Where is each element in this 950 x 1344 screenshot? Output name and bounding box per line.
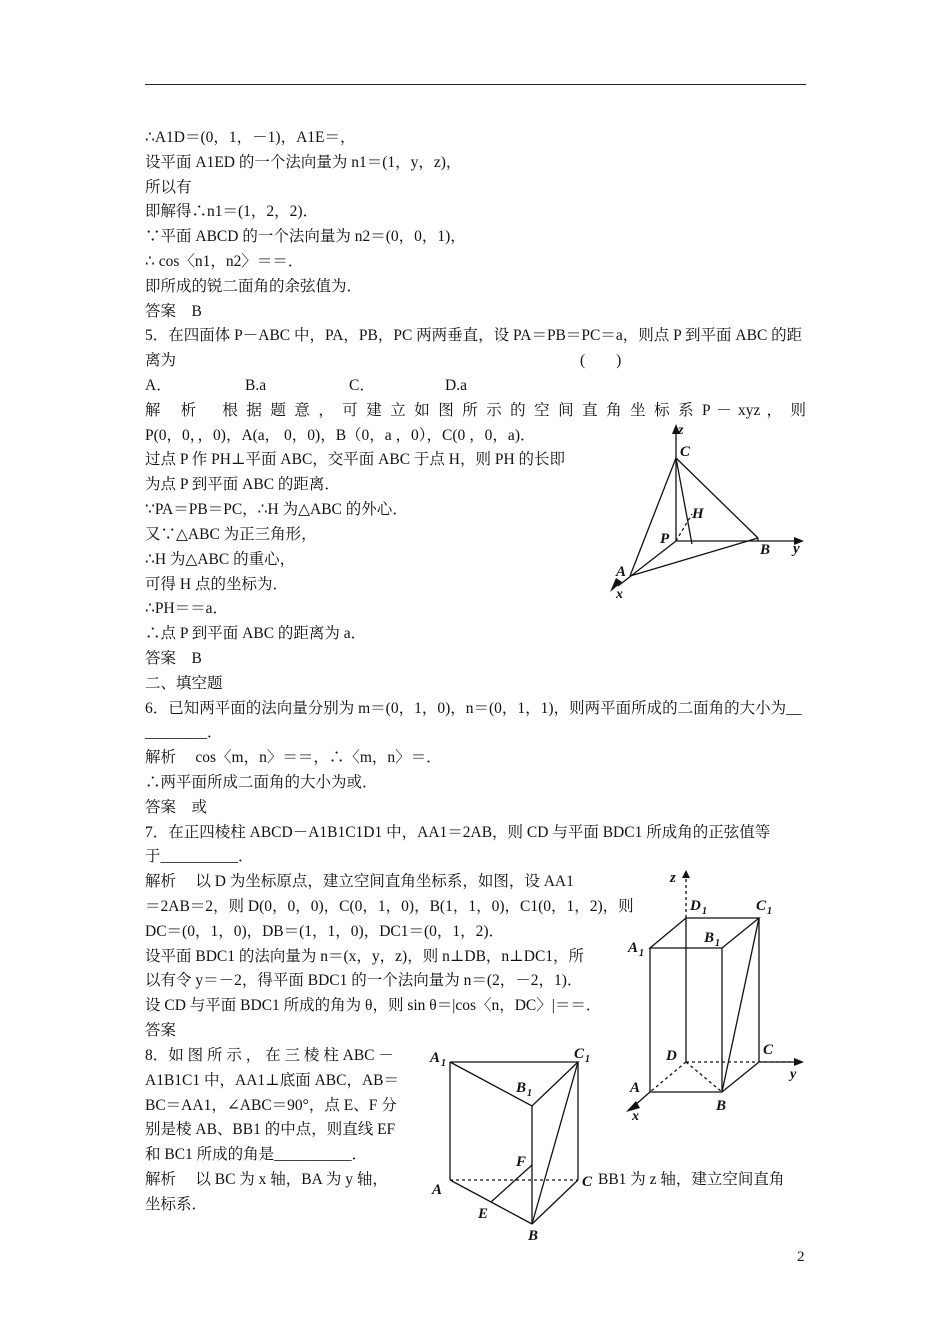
text-line: 解析 cos〈m，n〉＝＝，∴〈m，n〉＝． [145,749,442,766]
label-subscript: 1 [639,948,644,959]
text-line: 即所成的锐二面角的余弦值为． [145,278,363,295]
text-line: ∴ cos〈n1，n2〉＝＝． [145,253,304,270]
text-line: ∵平面 ABCD 的一个法向量为 n2＝(0，0，1)， [145,228,466,245]
label-h: H [692,506,704,522]
label-subscript: 1 [767,906,772,917]
question-7: 7．在正四棱柱 ABCD－A1B1C1D1 中，AA1＝2AB，则 CD 与平面 BDC1 所成角的正弦值等 [145,824,771,841]
text-line: 所以有 [145,179,192,196]
answer-line: 答案 B [145,303,202,320]
prism-figure [618,868,818,1124]
answer-bracket: ( ) [580,352,622,369]
label-f: F [516,1154,527,1170]
text-line: ∴A1D＝(0，1，－1)，A1E＝， [145,129,356,146]
axis-x-label: x [616,587,623,602]
label-subscript: 1 [702,906,707,917]
question-8: 8．如 图 所 示 ， 在 三 棱 柱 ABC － [145,1047,394,1064]
answer-line: 答案 [145,1022,177,1039]
label-p: P [660,531,670,547]
text-line: P(0，0，，0)，A(a， 0，0)，B（0，a ，0），C(0 ，0，a)． [145,427,536,444]
label-c: C [763,1042,774,1058]
label-a1: A [628,940,639,956]
text-line: ∴点 P 到平面 ABC 的距离为 a． [145,625,367,642]
label-a1: A [430,1050,441,1066]
text-line: 解 析 根 据 题 意 ， 可 建 立 如 图 所 示 的 空 间 直 角 坐 标 系 P － xyz ， 则 [145,402,806,419]
label-a: A [616,564,627,580]
question-5: 5．在四面体 P－ABC 中，PA，PB，PC 两两垂直，设 PA＝PB＝PC＝a，则点 P 到平面 ABC 的距 [145,327,803,344]
text-line: 设平面 BDC1 的法向量为 n＝(x，y，z)，则 n⊥DB，n⊥DC1，所 [145,948,585,965]
label-subscript: 1 [585,1054,590,1065]
label-subscript: 1 [715,938,720,949]
text-line: 别是棱 AB、BB1 的中点，则直线 EF [145,1121,396,1138]
answer-line: 答案 B [145,650,202,667]
text-line: BC＝AA1，∠ABC＝90°，点 E、F 分 [145,1097,397,1114]
text-line: 解析 以 BC 为 x 轴，BA 为 y 轴， [145,1171,388,1188]
axis-z-label: z [678,423,684,438]
section-heading: 二、填空题 [145,675,223,692]
label-e: E [478,1206,489,1222]
text-line: ∴H 为△ABC 的重心， [145,551,296,568]
text-line: A1B1C1 中，AA1⊥底面 ABC，AB＝ [145,1072,399,1089]
text-line: ∵PA＝PB＝PC，∴H 为△ABC 的外心． [145,501,408,518]
text-line: 解析 以 D 为坐标原点，建立空间直角坐标系，如图，设 AA1 [145,873,574,890]
label-b: B [528,1228,539,1244]
label-subscript: 1 [527,1088,532,1099]
text-line: 和 BC1 所成的角是__________． [145,1146,368,1163]
option-c: C． [349,377,375,394]
label-c: C [680,444,691,460]
label-b1: B [516,1080,527,1096]
label-c: C [582,1174,593,1190]
tetrahedron-figure [598,418,818,604]
text-line: 即解得∴n1＝(1，2，2)． [145,203,319,220]
text-line: ∴PH＝＝a． [145,600,229,617]
option-b: B.a [245,377,267,394]
question-6: 6．已知两平面的法向量分别为 m＝(0，1，0)，n＝(0，1，1)，则两平面所成的二面角的大小为__ [145,700,802,717]
text-line: 于__________． [145,848,254,865]
option-a: A． [145,377,172,394]
text-line: 设 CD 与平面 BDC1 所成的角为 θ，则 sin θ＝|cos〈n，DC〉|＝＝． [145,997,602,1014]
label-b: B [716,1098,727,1114]
axis-y-label: y [793,541,800,557]
label-c1: C [756,898,767,914]
header-rule [145,84,806,85]
text-line: ________． [145,724,223,741]
text-line-tail: BB1 为 z 轴，建立空间直角 [598,1171,785,1188]
text-line: 为点 P 到平面 ABC 的距离． [145,476,340,493]
label-d: D [666,1048,677,1064]
option-d: D.a [445,377,467,394]
label-b1: B [704,930,715,946]
label-a: A [432,1182,443,1198]
label-subscript: 1 [441,1058,446,1069]
label-c1: C [574,1046,585,1062]
answer-line: 答案 或 [145,799,208,816]
axis-z-label: z [670,870,676,886]
text-line: 过点 P 作 PH⊥平面 ABC，交平面 ABC 于点 H，则 PH 的长即 [145,451,566,468]
page-number: 2 [797,1249,805,1265]
text-line: 设平面 A1ED 的一个法向量为 n1＝(1，y，z)， [145,154,462,171]
axis-y-label: y [790,1067,797,1082]
text-line: 又∵△ABC 为正三角形， [145,526,317,543]
label-a: A [630,1080,641,1096]
text-line: 离为 [145,352,177,369]
text-line: 坐标系． [145,1196,208,1213]
triangular-prism-figure [428,1040,598,1246]
label-d1: D [690,898,701,914]
label-b: B [760,542,771,558]
text-line: 可得 H 点的坐标为． [145,576,288,593]
text-line: 以有令 y＝－2，得平面 BDC1 的一个法向量为 n＝(2，－2，1)． [145,972,583,989]
axis-x-label: x [632,1109,639,1124]
text-line: DC＝(0，1，0)，DB＝(1，1，0)，DC1＝(0，1，2)． [145,923,505,940]
text-line: ＝2AB＝2，则 D(0，0，0)，C(0，1，0)，B(1，1，0)，C1(0，1，2)，则 [145,898,634,915]
text-line: ∴两平面所成二面角的大小为或． [145,774,378,791]
